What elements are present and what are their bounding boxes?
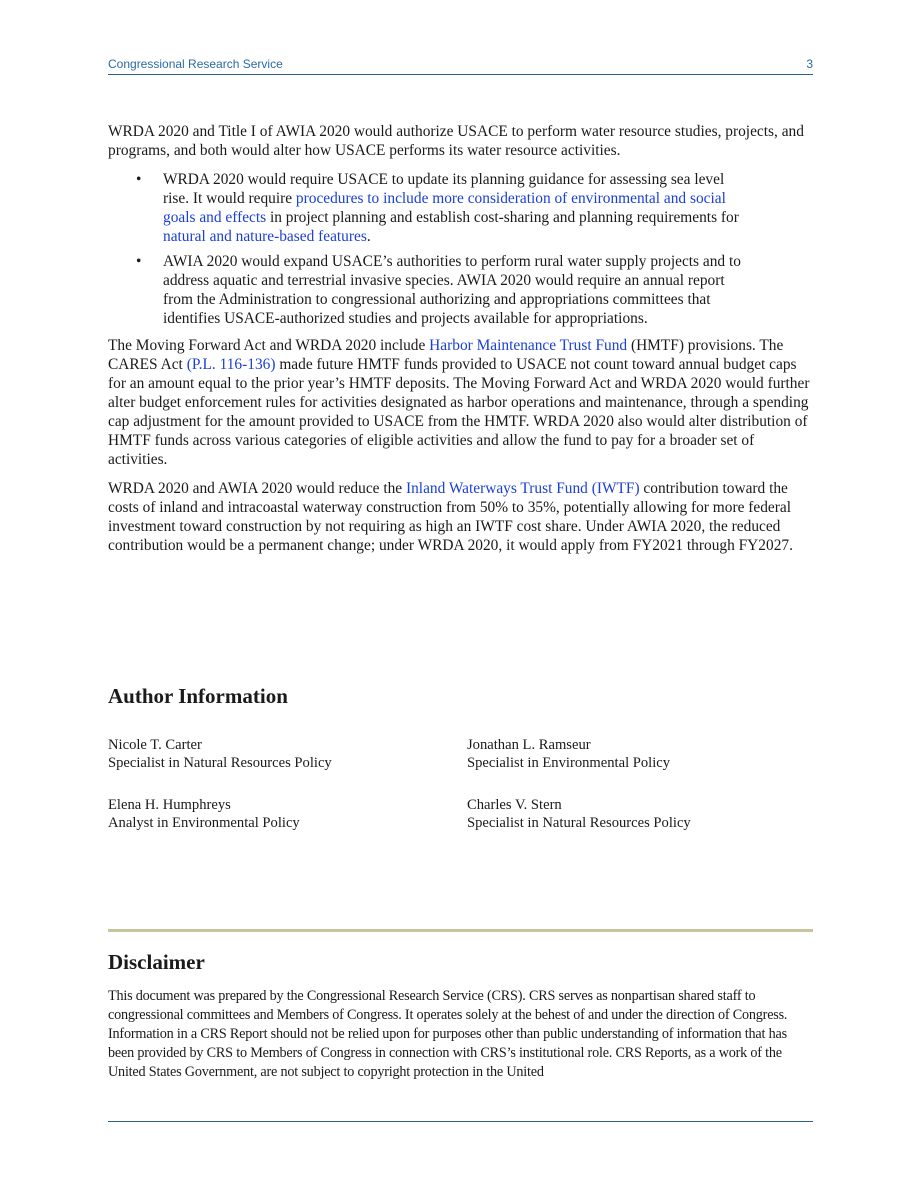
list-item — [108, 170, 813, 246]
paragraph-text: (HMTF) provisions. The CARES Act — [108, 337, 784, 373]
author-name: Nicole T. Carter — [108, 737, 202, 753]
author-title: Specialist in Natural Resources Policy — [108, 755, 332, 771]
link-nature-based-features[interactable]: natural and nature-based features — [163, 228, 367, 245]
footer-divider — [108, 1121, 813, 1122]
header-page-number: 3 — [806, 57, 813, 71]
link-public-law-116-136[interactable]: (P.L. 116-136) — [186, 356, 276, 373]
author-name: Jonathan L. Ramseur — [467, 737, 591, 753]
author-entry — [108, 736, 448, 772]
paragraph-text: made future HMTF funds provided to USACE not count toward annual budget caps for an amount equal to the prior year’s HMTF deposits. The Moving Forward Act and WRDA 2020 would further alter budget enforcement rules for activities designated as harbor operations and maintenance, through a spending cap adjustment for the amount provided to USACE from the HMTF. WRDA 2020 also would alter distribution of HMTF funds across various categories of eligible activities and allow the fund to pay for a broader set of activities. — [108, 356, 810, 468]
disclaimer-heading: Disclaimer — [108, 950, 205, 974]
paragraph-intro: WRDA 2020 and Title I of AWIA 2020 would authorize USACE to perform water resource studies, projects, and programs, and both would alter how USACE performs its water resource activities. — [108, 123, 804, 159]
author-entry — [467, 736, 807, 772]
bullet-text: WRDA 2020 would require USACE to update its planning guidance for assessing sea level rise. It would require — [163, 171, 725, 207]
link-inland-waterways-trust-fund[interactable]: Inland Waterways Trust Fund (IWTF) — [405, 480, 640, 497]
link-environmental-social-goals[interactable]: procedures to include more consideration of environmental and social goals and effects — [163, 190, 726, 226]
paragraph-text: The Moving Forward Act and WRDA 2020 include — [108, 337, 430, 354]
author-name: Elena H. Humphreys — [108, 797, 231, 813]
author-title: Specialist in Natural Resources Policy — [467, 815, 691, 831]
bullet-text: in project planning and establish cost-sharing and planning requirements for — [266, 209, 739, 226]
paragraph-text: WRDA 2020 and AWIA 2020 would reduce the — [108, 480, 406, 497]
author-entry — [108, 796, 448, 832]
main-body — [108, 122, 813, 565]
disclaimer-text: This document was prepared by the Congressional Research Service (CRS). CRS serves as nonpartisan shared staff to congressional committees and Members of Congress. It operates solely at the behest of and under the direction of Congress. Information in a CRS Report should not be relied upon for purposes other than public understanding of information that has been provided by CRS to Members of Congress in connection with CRS’s institutional role. CRS Reports, as a work of the United States Government, are not subject to copyright protection in the United — [108, 988, 788, 1080]
section-divider — [108, 929, 813, 932]
bullet-text: AWIA 2020 would expand USACE’s authorities to perform rural water supply projects and to address aquatic and terrestrial invasive species. AWIA 2020 would require an annual report from the Administration to congressional authorizing and appropriations committees that identifies USACE-authorized studies and projects available for appropriations. — [163, 253, 741, 327]
paragraph-hmtf — [108, 336, 813, 469]
paragraph-iwtf — [108, 479, 813, 555]
bullet-text: . — [366, 228, 371, 245]
author-name: Charles V. Stern — [467, 797, 562, 813]
list-item — [108, 252, 813, 328]
bullet-icon: • — [136, 171, 142, 188]
page-header — [108, 56, 813, 75]
author-information-heading: Author Information — [108, 684, 288, 708]
paragraph-text: contribution toward the costs of inland and intracoastal waterway construction from 50% to 35%, potentially allowing for more federal investment toward construction by not requiring as high an IWTF cost share. Under AWIA 2020, the reduced contribution would be a permanent change; under WRDA 2020, it would apply from FY2021 through FY2027. — [108, 480, 793, 554]
link-harbor-maintenance-trust-fund[interactable]: Harbor Maintenance Trust Fund — [429, 337, 628, 354]
author-title: Analyst in Environmental Policy — [108, 815, 300, 831]
author-title: Specialist in Environmental Policy — [467, 755, 671, 771]
author-entry — [467, 796, 807, 832]
header-org-name: Congressional Research Service — [108, 57, 283, 71]
bullet-icon: • — [136, 253, 142, 270]
bullet-list — [108, 170, 813, 328]
